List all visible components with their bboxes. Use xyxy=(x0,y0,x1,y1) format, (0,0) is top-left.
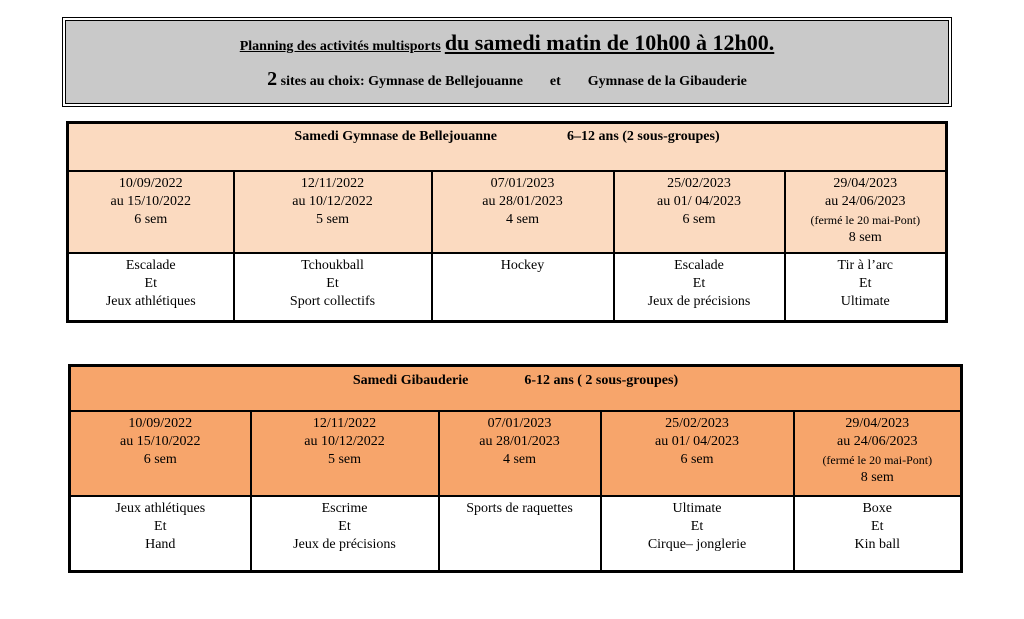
period-cell: 12/11/2022 au 10/12/2022 5 sem xyxy=(234,171,432,253)
activity-cell: Tir à l’arc Et Ultimate xyxy=(785,253,947,322)
activity-cell: Escalade Et Jeux athlétiques xyxy=(68,253,234,322)
bellejouanne-table xyxy=(66,121,948,323)
table-ages: 6–12 ans (2 sous-groupes) xyxy=(567,129,720,144)
activity-cell: Sports de raquettes xyxy=(439,496,601,572)
period-cell: 07/01/2023 au 28/01/2023 4 sem xyxy=(439,411,601,496)
title-big: du samedi matin de 10h00 à 12h00. xyxy=(444,30,775,55)
gibauderie-table xyxy=(68,364,963,573)
activities-row xyxy=(68,253,947,322)
period-cell: 25/02/2023 au 01/ 04/2023 6 sem xyxy=(601,411,794,496)
activity-cell: Escalade Et Jeux de précisions xyxy=(614,253,785,322)
sites-count: 2 xyxy=(267,68,278,91)
table-title: Samedi Gymnase de Bellejouanne xyxy=(294,129,498,144)
sites-second: Gymnase de la Gibauderie xyxy=(587,74,747,90)
table-header xyxy=(70,366,962,412)
table-header xyxy=(68,123,947,172)
page-header xyxy=(62,17,952,107)
activity-cell: Boxe Et Kin ball xyxy=(794,496,962,572)
activity-cell: Jeux athlétiques Et Hand xyxy=(70,496,251,572)
period-cell: 29/04/2023 au 24/06/2023 (fermé le 20 mai-Pont) 8 sem xyxy=(794,411,962,496)
activity-cell: Hockey xyxy=(432,253,614,322)
sites-line xyxy=(66,68,948,91)
sites-text: sites au choix: Gymnase de Bellejouanne xyxy=(280,74,523,90)
table-ages: 6-12 ans ( 2 sous-groupes) xyxy=(524,373,679,388)
activity-cell: Escrime Et Jeux de précisions xyxy=(251,496,439,572)
page-title xyxy=(66,31,948,55)
activity-cell: Tchoukball Et Sport collectifs xyxy=(234,253,432,322)
period-cell: 10/09/2022 au 15/10/2022 6 sem xyxy=(70,411,251,496)
period-cell: 07/01/2023 au 28/01/2023 4 sem xyxy=(432,171,614,253)
period-cell: 25/02/2023 au 01/ 04/2023 6 sem xyxy=(614,171,785,253)
sites-and: et xyxy=(549,74,561,90)
period-cell: 10/09/2022 au 15/10/2022 6 sem xyxy=(68,171,234,253)
activity-cell: Ultimate Et Cirque– jonglerie xyxy=(601,496,794,572)
activities-row xyxy=(70,496,962,572)
periods-row xyxy=(70,411,962,496)
table-title: Samedi Gibauderie xyxy=(352,373,469,388)
period-cell: 29/04/2023 au 24/06/2023 (fermé le 20 mai-Pont) 8 sem xyxy=(785,171,947,253)
header-box xyxy=(65,20,949,104)
period-cell: 12/11/2022 au 10/12/2022 5 sem xyxy=(251,411,439,496)
periods-row xyxy=(68,171,947,253)
title-small: Planning des activités multisports xyxy=(239,39,441,54)
